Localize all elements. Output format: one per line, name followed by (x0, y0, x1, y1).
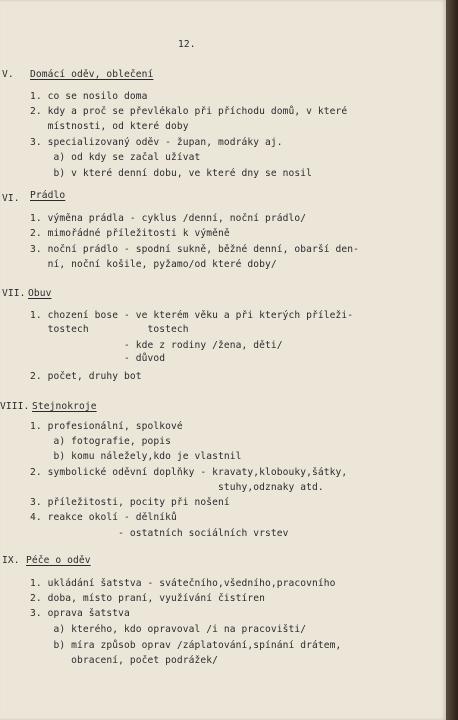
text-line: 1. ukládání šatstva - svátečního,všedního,pracovního (30, 578, 336, 589)
text-line: obracení, počet podrážek/ (30, 655, 219, 666)
text-line: 4. reakce okolí - dělníků (30, 512, 177, 523)
section-title: Péče o oděv (26, 555, 91, 566)
text-line: b) komu náležely,kdo je vlastnil (30, 451, 242, 462)
section-number: VI. (2, 193, 20, 204)
text-line: místnosti, od které doby (30, 121, 189, 132)
book-spine (446, 0, 458, 720)
section-number: VII. (2, 288, 26, 299)
text-line: a) od kdy se začal užívat (30, 152, 201, 163)
text-line: 1. výměna prádla - cyklus /denní, noční prádlo/ (30, 213, 307, 224)
text-line: 1. chození bose - ve kterém věku a při kterých příleži- (30, 310, 354, 321)
text-line: stuhy,odznaky atd. (30, 482, 324, 493)
text-line: a) fotografie, popis (30, 436, 172, 447)
text-line: - ostatních sociálních vrstev (30, 528, 289, 539)
text-line: 2. počet, druhy bot (30, 371, 142, 382)
text-line: b) v které denní dobu, ve které dny se nosil (30, 168, 313, 179)
section-title: Domácí oděv, oblečení (30, 69, 154, 80)
text-line: 3. specializovaný oděv - župan, modráky aj. (30, 137, 283, 148)
text-line: b) míra způsob oprav /záplatování,spínání drátem, (30, 640, 342, 651)
text-line: 1. profesionální, spolkové (30, 421, 183, 432)
text-line: 1. co se nosilo doma (30, 91, 148, 102)
section-title: Prádlo (30, 190, 66, 201)
section-title: Obuv (28, 288, 52, 299)
section-title: Stejnokroje (32, 401, 97, 412)
text-line: - důvod (30, 353, 166, 364)
text-line: a) kterého, kdo opravoval /i na pracovišti/ (30, 624, 307, 635)
text-line: 2. doba, místo praní, využívání čistíren (30, 593, 266, 604)
text-line: 3. noční prádlo - spodní sukně, běžné denní, obarší den- (30, 244, 360, 255)
text-line: 2. mimořádné příležitosti k výměně (30, 228, 230, 239)
text-line: tostech tostech (30, 324, 189, 335)
text-line: 2. kdy a proč se převlékalo při příchodu domů, v které (30, 106, 348, 117)
text-line: 3. oprava šatstva (30, 608, 130, 619)
text-line: - kde z rodiny /žena, děti/ (30, 340, 283, 351)
section-number: VIII. (0, 401, 30, 412)
text-line: ní, noční košile, pyžamo/od které doby/ (30, 259, 277, 270)
page-number: 12. (178, 39, 196, 50)
section-number: IX. (2, 555, 20, 566)
section-number: V. (2, 69, 14, 80)
text-line: 2. symbolické oděvní doplňky - kravaty,klobouky,šátky, (30, 467, 348, 478)
text-line: 3. příležitosti, pocity při nošení (30, 497, 230, 508)
